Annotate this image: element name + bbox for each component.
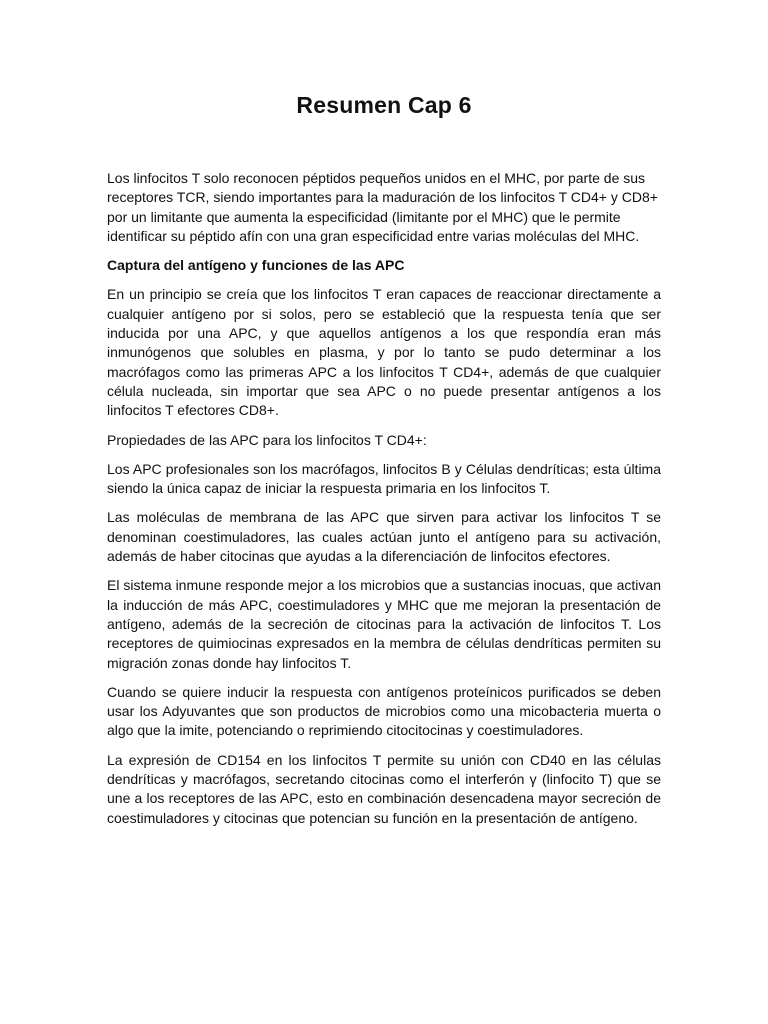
paragraph-cd154: La expresión de CD154 en los linfocitos T permite su unión con CD40 en las células dendríticas y macrófagos, secretando citocinas como el interferón γ (linfocito T) que se une a los receptores de las APC, esto en combinación desencadena mayor secreción de coestimuladores y citocinas que potencian su función en la presentación de antígeno. — [107, 751, 661, 826]
paragraph-immune-response: El sistema inmune responde mejor a los microbios que a sustancias inocuas, que activan la inducción de más APC, coestimuladores y MHC que me mejoran la presentación de antígeno, además de la secreción de citocinas para la activación de linfocitos T. Los receptores de quimiocinas expresados en la membra de células dendríticas permiten su migración zonas donde hay linfocitos T. — [107, 577, 661, 671]
intro-paragraph: Los linfocitos T solo reconocen péptidos pequeños unidos en el MHC, por parte de sus receptores TCR, siendo importantes para la maduración de los linfocitos T CD4+ y CD8+ por un limitante que aumenta la especificidad (limitante por el MHC) que le permite identificar su péptido afín con una gran especificidad entre varias moléculas del MHC. — [107, 170, 658, 244]
paragraph-costimulators: Las moléculas de membrana de las APC que sirven para activar los linfocitos T se denominan coestimuladores, las cuales actúan junto el antígeno para su activación, además de haber citocinas que ayudas a la diferenciación de linfocitos efectores. — [107, 509, 661, 565]
section-heading: Captura del antígeno y funciones de las APC — [107, 257, 405, 274]
document-page — [107, 92, 661, 838]
paragraph-professional-apc: Los APC profesionales son los macrófagos, linfocitos B y Células dendríticas; esta última siendo la única capaz de iniciar la respuesta primaria en los linfocitos T. — [107, 460, 661, 497]
paragraph-adjuvants: Cuando se quiere inducir la respuesta con antígenos proteínicos purificados se deben usar los Adyuvantes que son productos de microbios como una micobacteria muerta o algo que la imite, potenciando o reprimiendo citocitocinas y coestimuladores. — [107, 683, 661, 739]
document-title: Resumen Cap 6 — [296, 92, 472, 118]
paragraph-properties-label: Propiedades de las APC para los linfocitos T CD4+: — [107, 431, 427, 448]
paragraph-history: En un principio se creía que los linfocitos T eran capaces de reaccionar directamente a cualquier antígeno por si solos, pero se estableció que la respuesta tenía que ser inducida por una APC, y que aquellos antígenos a los que respondía eran más inmunógenos que solubles en plasma, y por lo tanto se pudo determinar a los macrófagos como las primeras APC a los linfocitos T CD4+, además de que cualquier célula nucleada, sin importar que sea APC o no puede presentar antígenos a los linfocitos T efectores CD8+. — [107, 286, 661, 419]
